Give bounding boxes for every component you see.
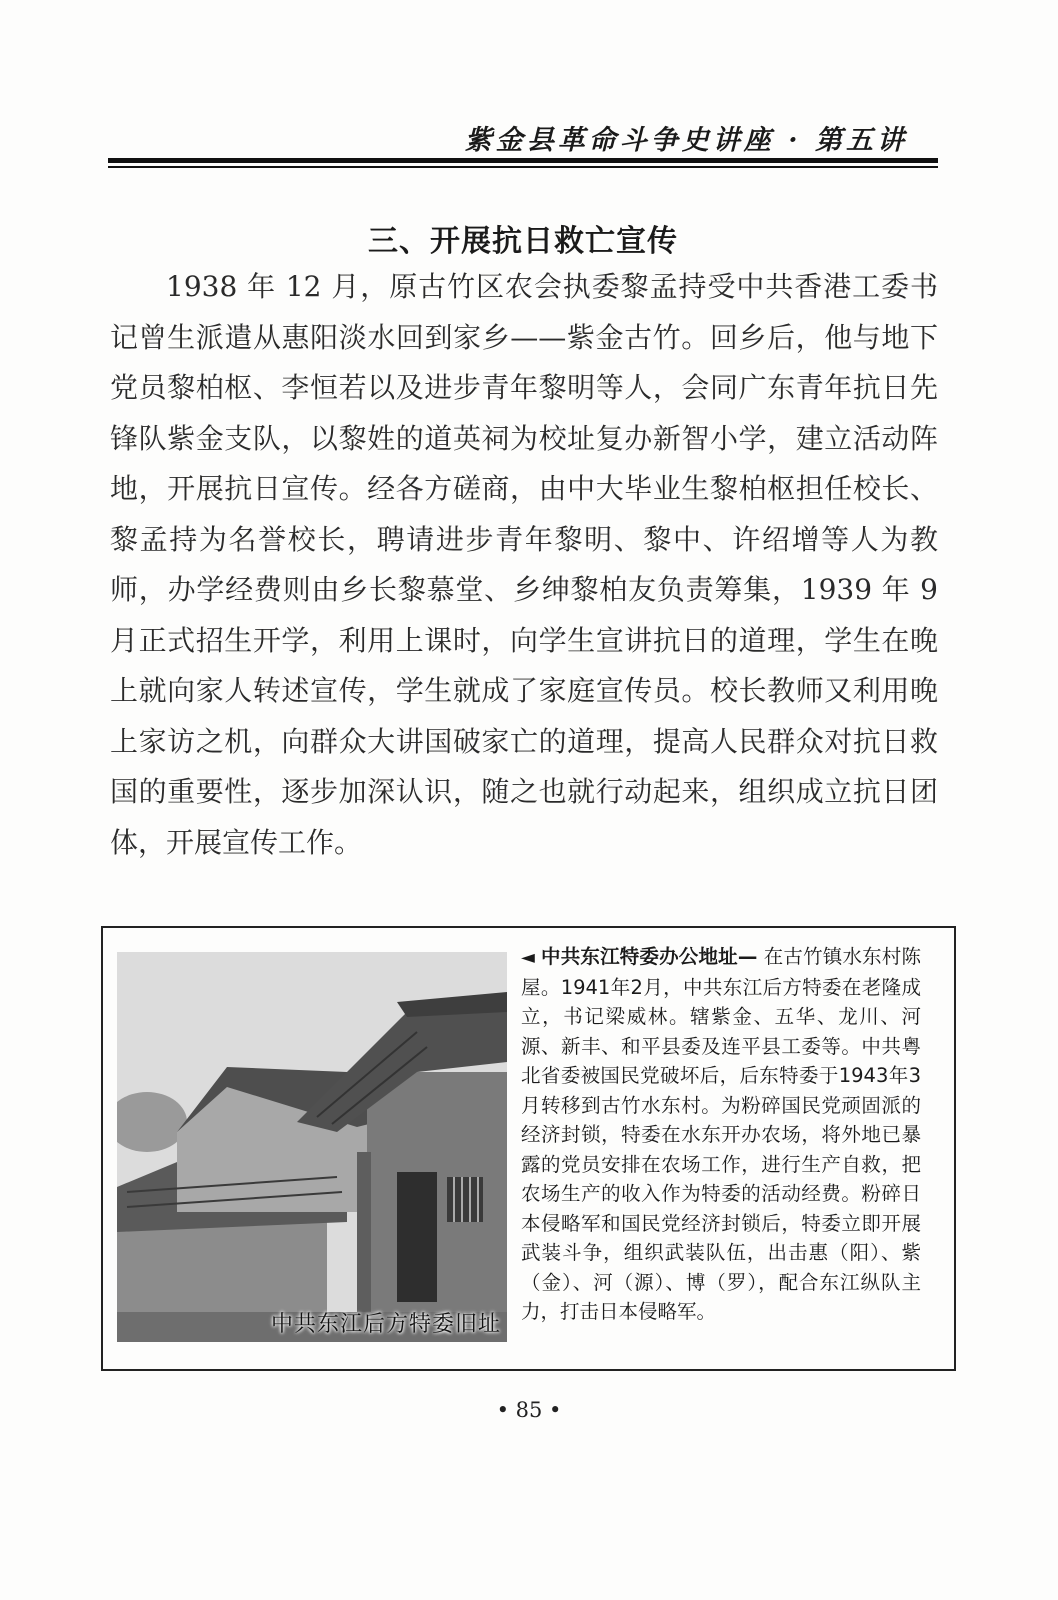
caption-lead: 中共东江特委办公地址— [540,945,758,968]
figure-box [101,926,956,1371]
caption-body: 在古竹镇水东村陈屋。1941年2月，中共东江后方特委在老隆成立，书记梁威林。辖紫金、五华、龙川、河源、新丰、和平县委及连平县工委等。中共粤北省委被国民党破坏后，后东特委于1943年3月转移到古竹水东村。为粉碎国民党顽固派的经济封锁，特委在水东开办农场，将外地已暴露的党员安排在农场工作，进行生产自救，把农场生产的收入作为特委的活动经费。粉碎日本侵略军和国民党经济封锁后，特委立即开展武装斗争，组织武装队伍，出击惠（阳）、紫（金）、河（源）、博（罗），配合东江纵队主力，打击日本侵略军。 [521,945,921,1323]
page-number: • 85 • [496,1398,562,1422]
section-title: 三、开展抗日救亡宣传 [368,224,678,259]
running-header: 紫金县革命斗争史讲座 · 第五讲 [464,125,908,156]
figure-side-caption [521,942,921,1327]
header-rule-thin [108,166,938,168]
body-paragraph: 1938 年 12 月，原古竹区农会执委黎孟持受中共香港工委书记曾生派遣从惠阳淡水回到家乡——紫金古竹。回乡后，他与地下党员黎柏枢、李恒若以及进步青年黎明等人，会同广东青年抗日先锋队紫金支队，以黎姓的道英祠为校址复办新智小学，建立活动阵地，开展抗日宣传。经各方磋商，由中大毕业生黎柏枢担任校长、黎孟持为名誉校长，聘请进步青年黎明、黎中、许绍增等人为教师，办学经费则由乡长黎慕堂、乡绅黎柏友负责筹集，1939 年 9 月正式招生开学，利用上课时，向学生宣讲抗日的道理，学生在晚上就向家人转述宣传，学生就成了家庭宣传员。校长教师又利用晚上家访之机，向群众大讲国破家亡的道理，提高人民群众对抗日救国的重要性，逐步加深认识，随之也就行动起来，组织成立抗日团体，开展宣传工作。 [110,270,938,859]
caption-arrow: ◄ [521,947,535,968]
header-rule-thick [108,158,938,163]
historic-building-photo [117,952,507,1342]
photo-caption: 中共东江后方特委旧址 [270,1312,501,1337]
